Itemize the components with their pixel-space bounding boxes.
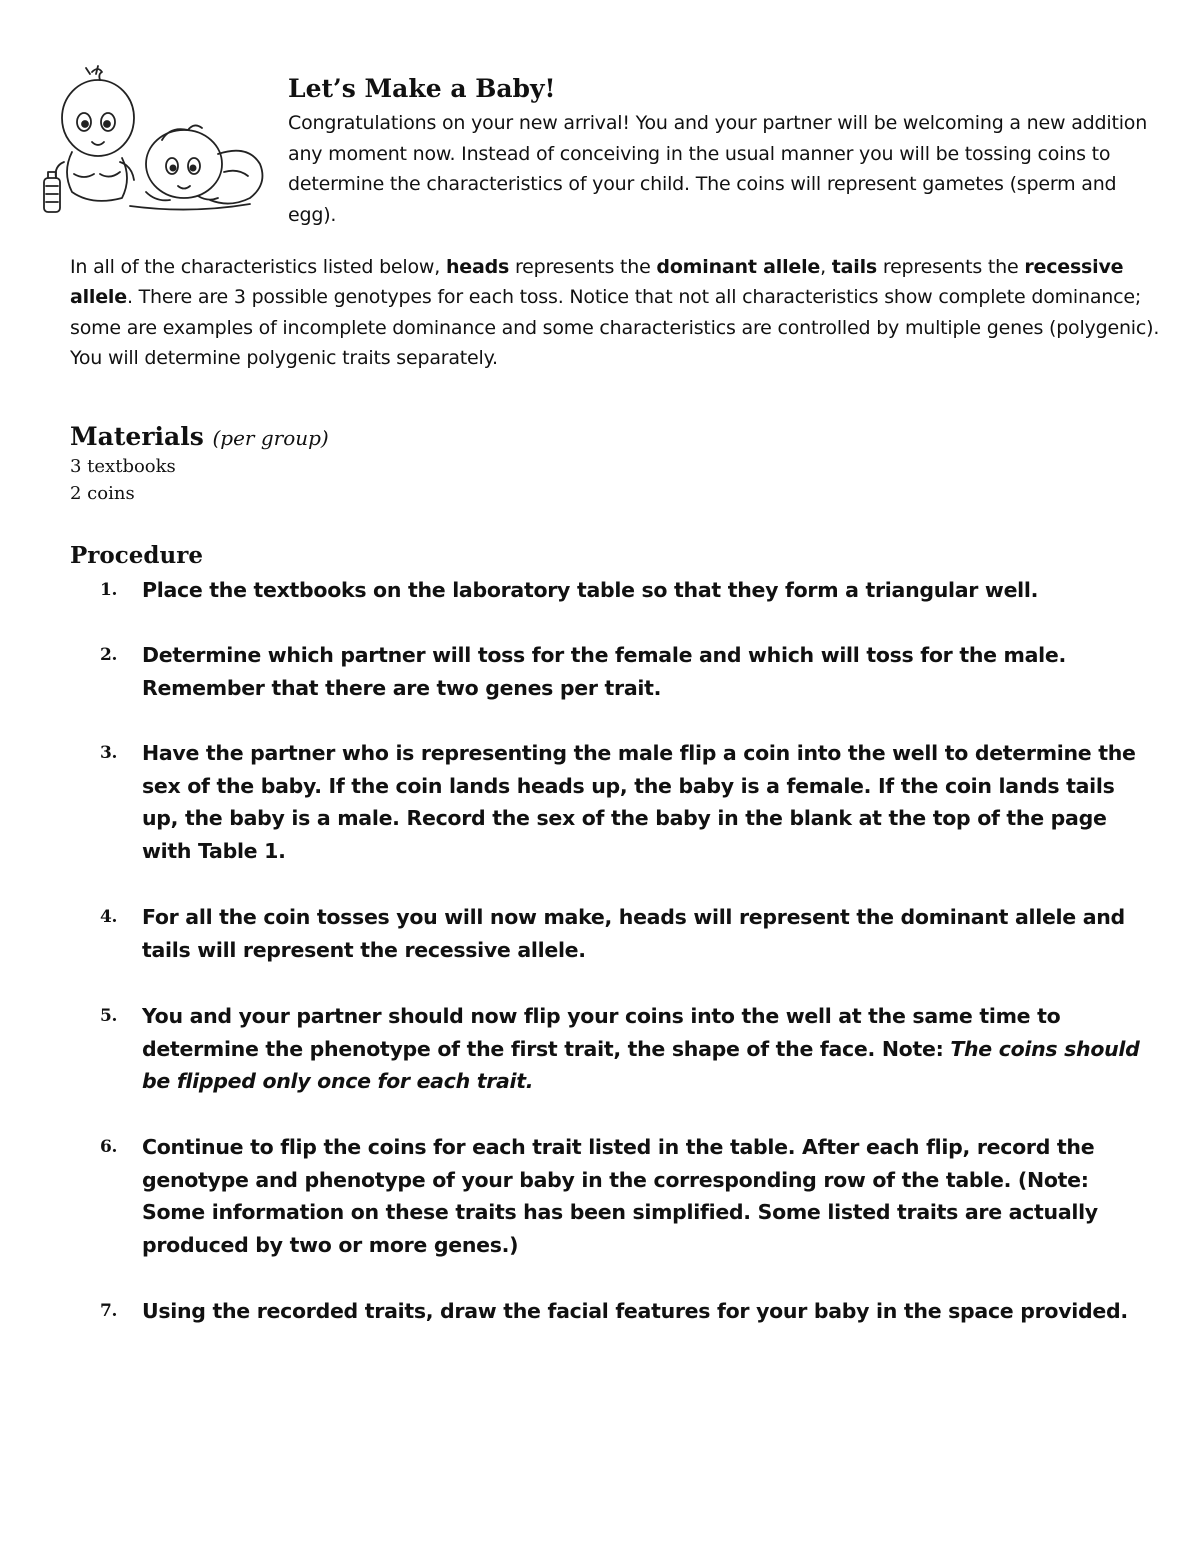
procedure-step-1 xyxy=(100,574,1140,607)
step-number: 4. xyxy=(100,907,118,927)
procedure-heading: Procedure xyxy=(70,542,203,569)
step-number: 1. xyxy=(100,580,118,600)
rules-text-5: . There are 3 possible genotypes for each toss. Notice that not all characteristics show complete dominance; some are examples of incomplete dominance and some characteristics are controlled by multiple genes (polygenic). You will determine polygenic traits separately. xyxy=(70,286,1160,369)
list-item: 2 coins xyxy=(70,483,135,504)
step-text: Using the recorded traits, draw the facial features for your baby in the space provided. xyxy=(142,1299,1128,1323)
step-text: Determine which partner will toss for the female and which will toss for the male. Remember that there are two genes per trait. xyxy=(142,643,1066,700)
rules-text-2: represents the xyxy=(509,256,657,278)
procedure-step-4 xyxy=(100,901,1140,966)
rules-text-3: , xyxy=(820,256,832,278)
step-number: 6. xyxy=(100,1137,118,1157)
tails-term: tails xyxy=(831,256,878,278)
step-number: 2. xyxy=(100,645,118,665)
step-number: 3. xyxy=(100,743,118,763)
intro-paragraph: Congratulations on your new arrival! You and your partner will be welcoming a new addition any moment now. Instead of conceiving in the usual manner you will be tossing coins to determine the characteristics of your child. The coins will represent gametes (sperm and egg). xyxy=(288,112,1148,226)
materials-note: (per group) xyxy=(212,426,329,450)
procedure-step-7 xyxy=(100,1295,1140,1328)
dominant-term: dominant allele xyxy=(656,256,821,278)
step-text-part: For all the coin tosses you will now make, xyxy=(142,905,619,929)
heads-term: heads xyxy=(445,256,510,278)
materials-list xyxy=(70,453,176,507)
rules-text-1: In all of the characteristics listed below, xyxy=(70,256,446,278)
step-text xyxy=(142,901,1140,966)
step-text: Place the textbooks on the laboratory table so that they form a triangular well. xyxy=(142,578,1039,602)
step-text: Continue to flip the coins for each trait listed in the table. After each flip, record the genotype and phenotype of your baby in the corresponding row of the table. (Note: Some information on these traits has been simplified. Some listed traits are actually produced by two or more genes.) xyxy=(142,1135,1098,1257)
step-number: 5. xyxy=(100,1006,118,1026)
materials-heading-text: Materials xyxy=(70,422,204,451)
step-text: Have the partner who is representing the male flip a coin into the well to determine the sex of the baby. If the coin lands heads up, the baby is a female. If the coin lands tails up, the baby is a male. Record the sex of the baby in the blank at the top of the page with Table 1. xyxy=(142,741,1136,863)
babies-clipart xyxy=(34,62,270,218)
step-emphasis: The coins should be flipped only once for each trait. xyxy=(142,1036,1140,1093)
step-text-part: You and your partner should now flip your coins into the well at the same time to determine the phenotype of the first trait, the shape of the face. Note: xyxy=(142,1004,1061,1061)
page-title: Let’s Make a Baby! xyxy=(288,74,556,103)
rules-text-4: represents the xyxy=(877,256,1025,278)
step-emphasis: heads will represent the dominant allele and tails will represent the recessive allele xyxy=(142,905,1125,962)
list-item: 3 textbooks xyxy=(70,456,176,477)
recessive-term: recessive allele xyxy=(70,256,1124,309)
materials-heading xyxy=(70,420,329,455)
step-text xyxy=(142,1000,1140,1098)
step-text-part: . xyxy=(578,937,586,962)
procedure-step-3 xyxy=(100,737,1140,867)
rules-paragraph xyxy=(70,252,1160,373)
procedure-step-2 xyxy=(100,639,1140,704)
step-number: 7. xyxy=(100,1301,118,1321)
procedure-step-6 xyxy=(100,1131,1140,1261)
procedure-step-5 xyxy=(100,1000,1140,1098)
